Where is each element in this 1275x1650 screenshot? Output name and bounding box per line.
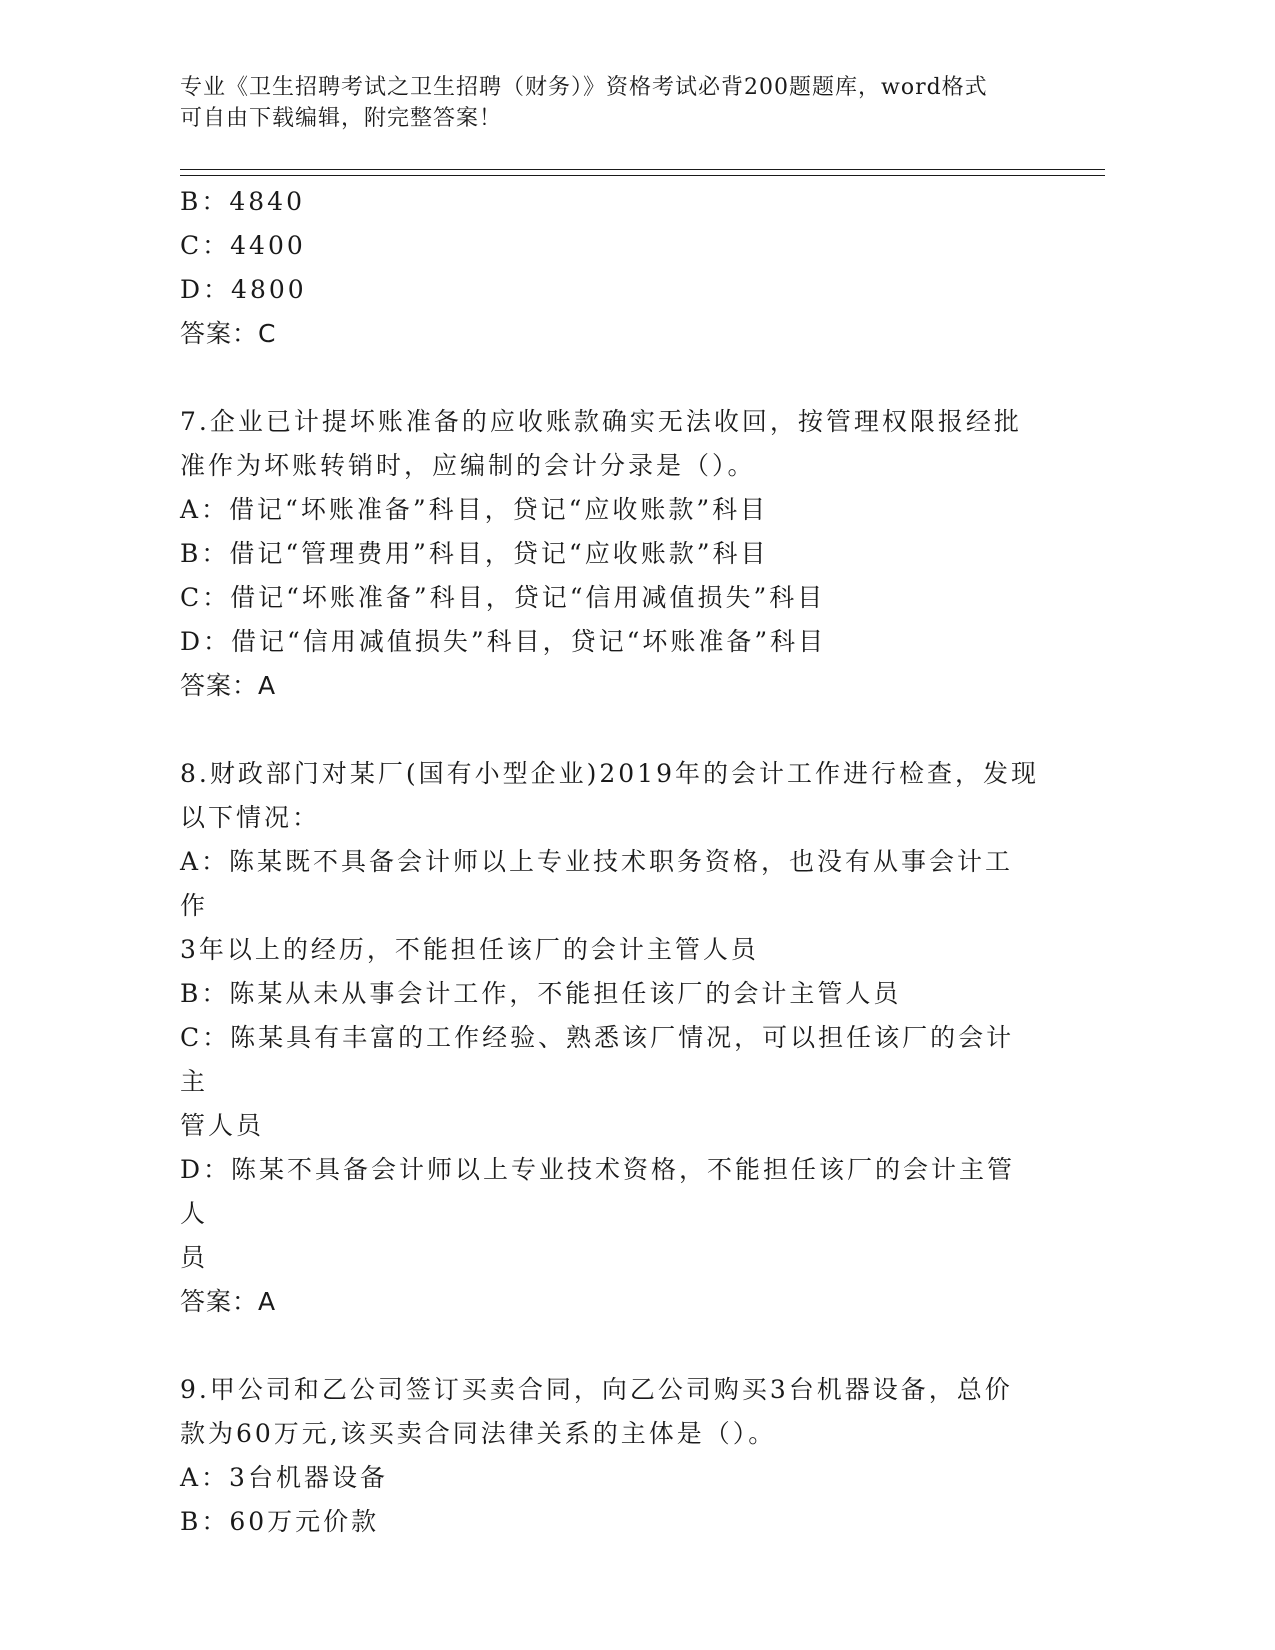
option-a: A：3台机器设备: [180, 1463, 388, 1492]
option-a: A：借记“坏账准备”科目，贷记“应收账款”科目: [180, 495, 769, 524]
option-b: B：陈某从未从事会计工作，不能担任该厂的会计主管人员: [180, 979, 902, 1008]
question-8: [180, 752, 1040, 1324]
document-header: [180, 72, 1060, 134]
option-b: B：借记“管理费用”科目，贷记“应收账款”科目: [180, 539, 769, 568]
question-7: [180, 400, 1040, 708]
question-stem: 以下情况：: [180, 803, 321, 832]
option-c: C：4400: [180, 231, 306, 260]
question-stem: 准作为坏账转销时，应编制的会计分录是（）。: [180, 451, 756, 480]
question-9: [180, 1368, 1040, 1544]
question-stem: 8.财政部门对某厂(国有小型企业)2019年的会计工作进行检查，发现: [180, 759, 1039, 788]
spacer: [180, 708, 1040, 752]
option-d: D：借记“信用减值损失”科目，贷记“坏账准备”科目: [180, 627, 827, 656]
question-6-tail: [180, 180, 1040, 356]
option-b: B：60万元价款: [180, 1507, 380, 1536]
option-a: A：陈某既不具备会计师以上专业技术职务资格，也没有从事会计工作: [180, 847, 1014, 920]
option-b: B：4840: [180, 187, 305, 216]
option-c: C：陈某具有丰富的工作经验、熟悉该厂情况，可以担任该厂的会计主: [180, 1023, 1015, 1096]
option-c-continued: 管人员: [180, 1111, 265, 1140]
option-c: C：借记“坏账准备”科目，贷记“信用减值损失”科目: [180, 583, 826, 612]
header-line-1: 专业《卫生招聘考试之卫生招聘（财务）》资格考试必背200题题库，word格式: [180, 75, 988, 100]
answer-line: 答案：C: [180, 319, 277, 348]
spacer: [180, 1324, 1040, 1368]
answer-line: 答案：A: [180, 671, 277, 700]
header-rule-top: [180, 169, 1105, 170]
header-line-2: 可自由下载编辑，附完整答案！: [180, 106, 503, 131]
option-d: D：陈某不具备会计师以上专业技术资格，不能担任该厂的会计主管人: [180, 1155, 1016, 1228]
spacer: [180, 356, 1040, 400]
question-stem: 款为60万元,该买卖合同法律关系的主体是（）。: [180, 1419, 777, 1448]
option-a-continued: 3年以上的经历，不能担任该厂的会计主管人员: [180, 935, 759, 964]
answer-line: 答案：A: [180, 1287, 277, 1316]
header-rule-bottom: [180, 175, 1105, 176]
question-stem: 7.企业已计提坏账准备的应收账款确实无法收回，按管理权限报经批: [180, 407, 1022, 436]
option-d: D：4800: [180, 275, 307, 304]
question-stem: 9.甲公司和乙公司签订买卖合同，向乙公司购买3台机器设备，总价: [180, 1375, 1013, 1404]
document-body: [180, 180, 1040, 1544]
option-d-continued: 员: [180, 1243, 209, 1272]
